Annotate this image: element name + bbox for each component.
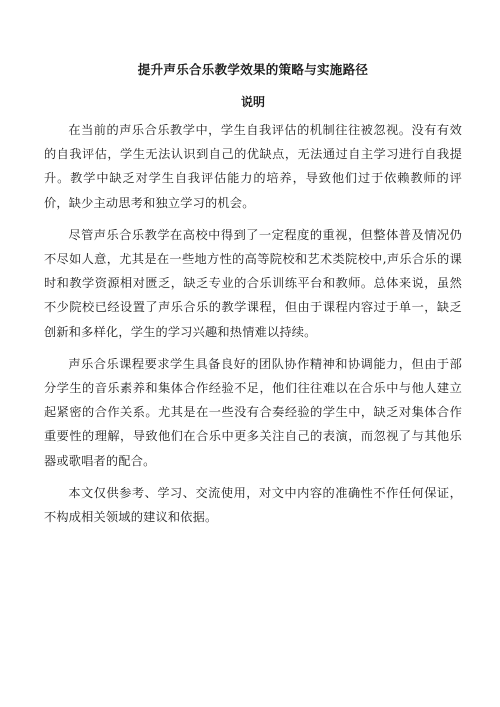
paragraph-1: 在当前的声乐合乐教学中，学生自我评估的机制往往被忽视。没有有效的自我评估，学生无法认识到自己的优缺点，无法通过自主学习进行自我提升。教学中缺乏对学生自我评估能力的培养，导致他们过于依赖教师的评价，缺少主动思考和独立学习的机会。 xyxy=(44,123,462,210)
document-title: 提升声乐合乐教学效果的策略与实施路径 xyxy=(137,62,369,77)
paragraph-2: 尽管声乐合乐教学在高校中得到了一定程度的重视，但整体普及情况仍不尽如人意，尤其是在一些地方性的高等院校和艺术类院校中,声乐合乐的课时和教学资源相对匮乏，缺乏专业的合乐训练平台和教师。总体来说，虽然不少院校已经设置了声乐合乐的教学课程，但由于课程内容过于单一，缺乏创新和多样化，学生的学习兴趣和热情难以持续。 xyxy=(44,227,462,339)
section-heading: 说明 xyxy=(240,95,265,109)
paragraph-3: 声乐合乐课程要求学生具备良好的团队协作精神和协调能力，但由于部分学生的音乐素养和集体合作经验不足，他们往往难以在合乐中与他人建立起紧密的合作关系。尤其是在一些没有合奏经验的学生中，缺乏对集体合作重要性的理解，导致他们在合乐中更多关注自己的表演，而忽视了与其他乐器或歌唱者的配合。 xyxy=(44,356,462,468)
paragraph-disclaimer: 本文仅供参考、学习、交流使用，对文中内容的准确性不作任何保证，不构成相关领域的建议和依据。 xyxy=(44,485,462,525)
